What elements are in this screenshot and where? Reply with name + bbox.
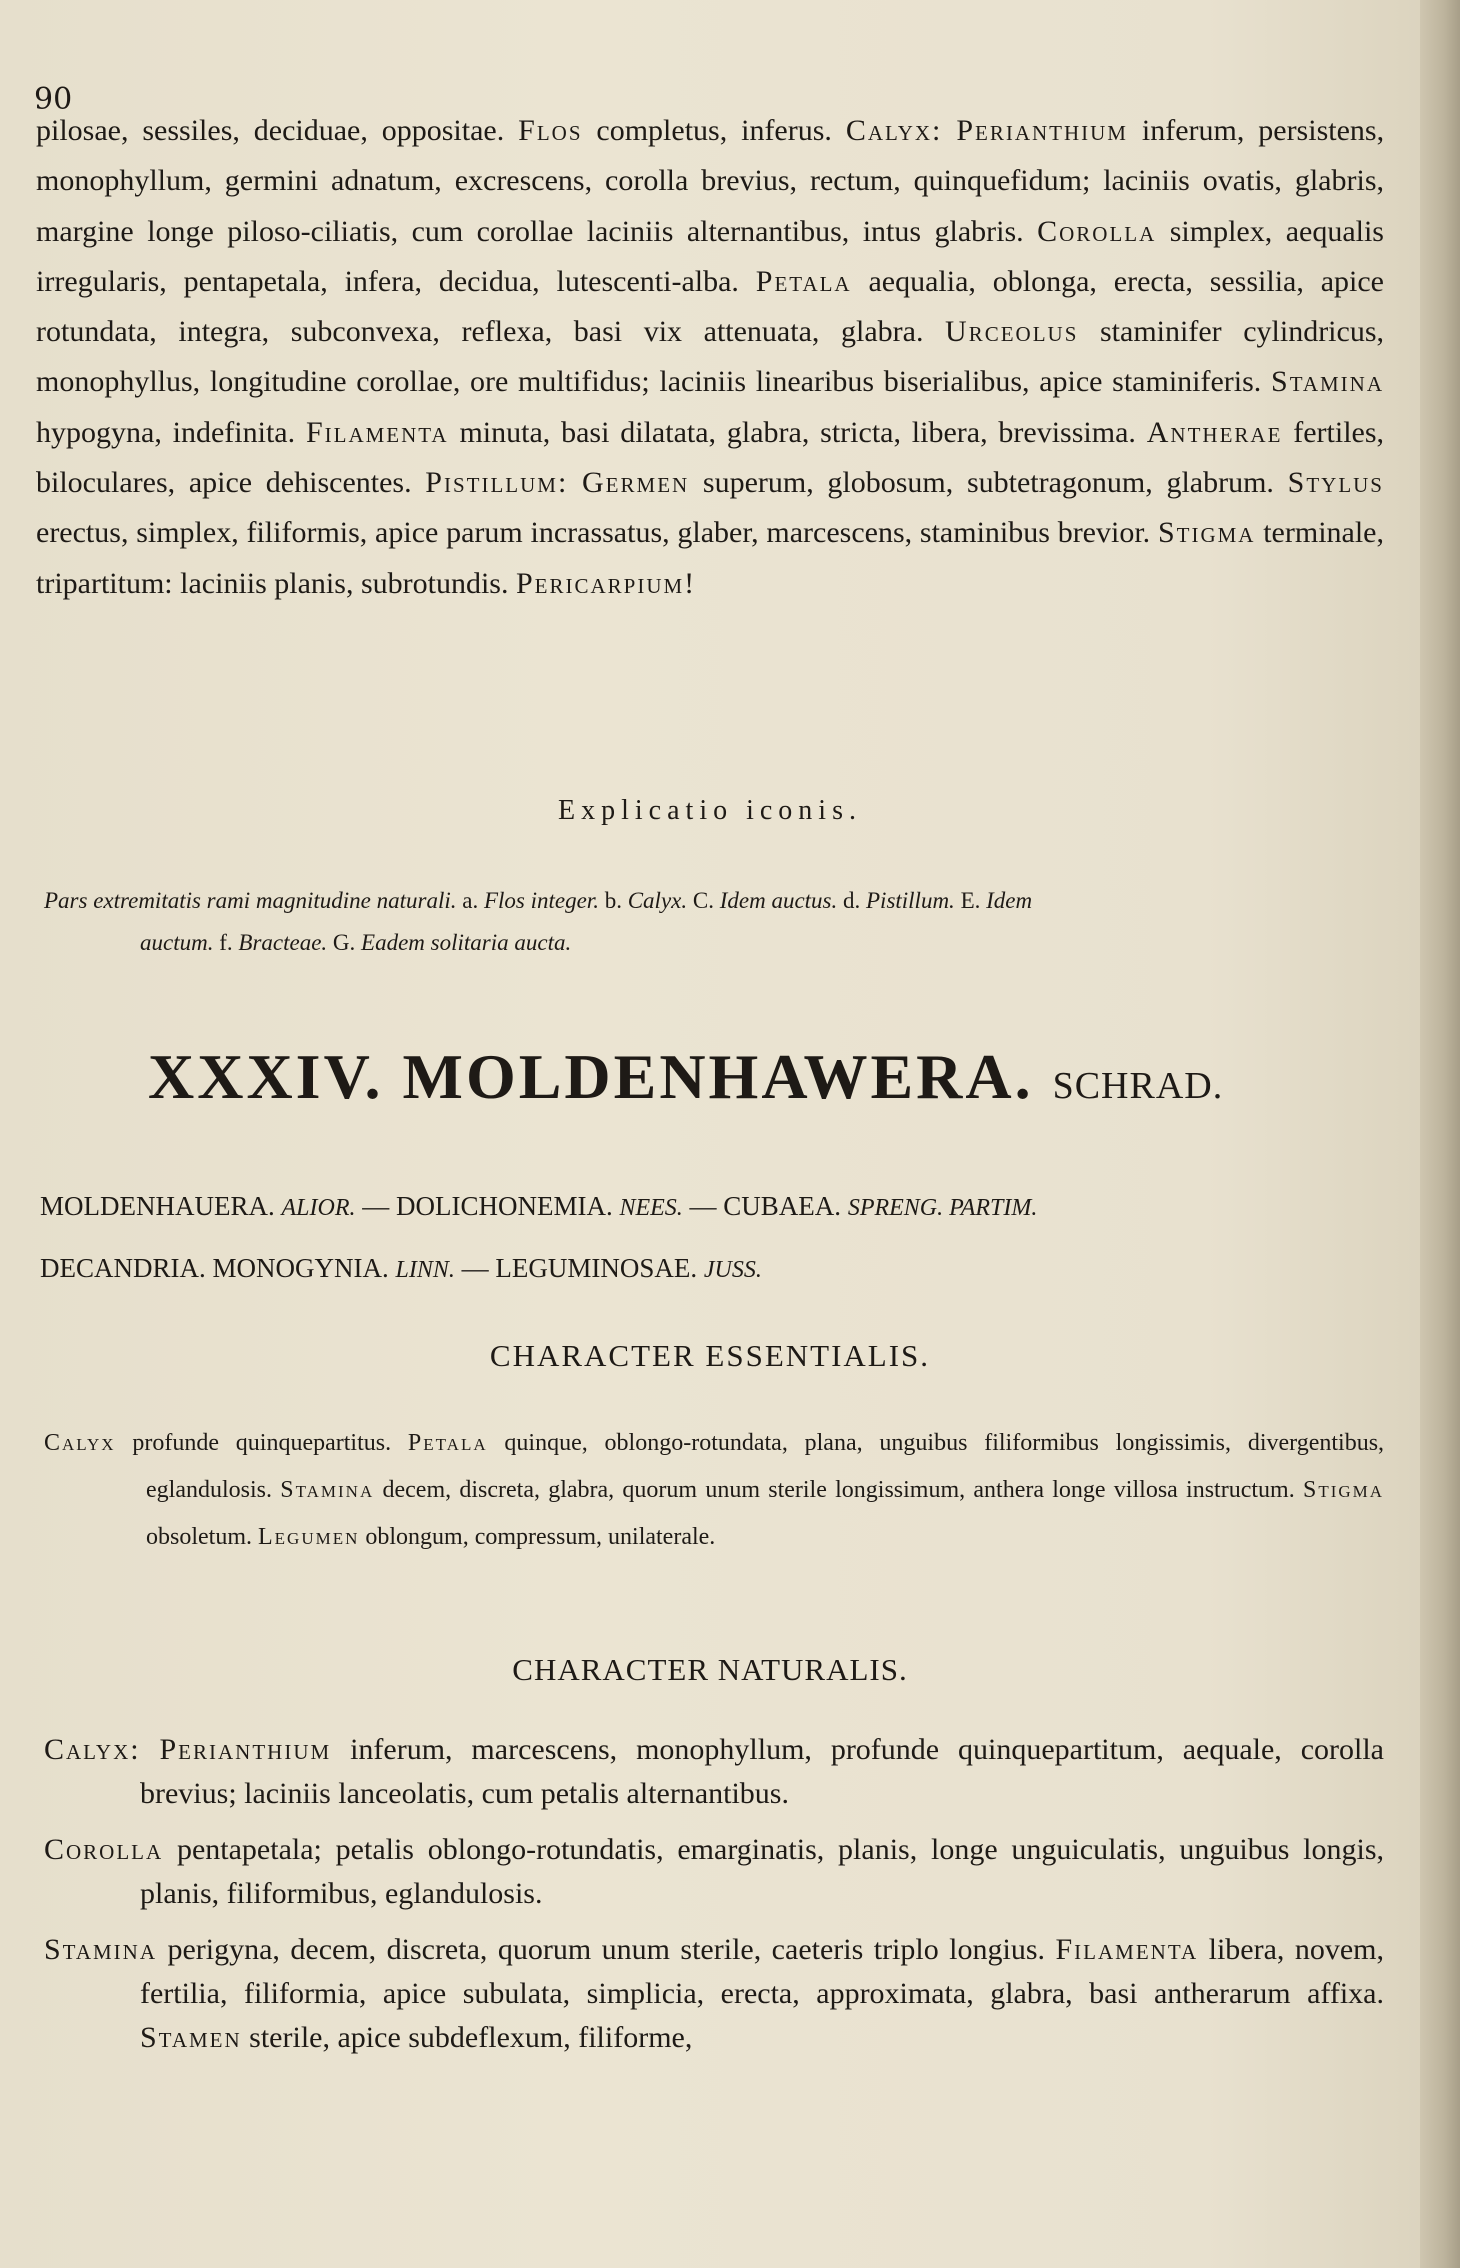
caption-text: Pistillum. [866,888,955,913]
synonym-author: SPRENG. PARTIM. [847,1195,1038,1221]
synonym-author: NEES. [619,1195,683,1221]
text: terminale, tripartitum: laciniis planis, subrotundis. [36,516,1384,600]
caption-key: d. [843,888,861,913]
term-flos: Flos [518,114,583,147]
text: superum, globosum, subtetragonum, glabrum. [702,466,1274,500]
character-essentialis-heading: CHARACTER ESSENTIALIS. [489,1338,931,1373]
term-pistillum: Pistillum: [425,466,569,500]
classification: DECANDRIA. MONOGYNIA. [40,1253,389,1283]
text: staminifer cylindricus, monophyllus, longitudine corollae, ore multifidus; laciniis linearibus biserialibus, apice staminiferis. [36,315,1385,399]
caption-text: Calyx. [627,888,688,913]
caption-text: Eadem solitaria aucta. [361,930,572,955]
text: fertiles, biloculares, apice dehiscentes. [36,415,1385,500]
term-stylus: Stylus [1287,466,1384,500]
term-stamina: Stamina [280,1477,375,1503]
term-pericarpium: Pericarpium! [515,566,697,600]
caption-key: E. [960,888,981,913]
text: inferum, marcescens, monophyllum, profunde quinquepartitum, aequale, corolla brevius; laciniis lanceolatis, cum petalis alternantibus. [140,1733,1385,1810]
text: pilosae, sessiles, deciduae, oppositae. [36,114,505,147]
classification-author: LINN. [395,1257,455,1283]
text: inferum, persistens, monophyllum, germini adnatum, excrescens, corolla brevius, rectum, quinquefidum; laciniis ovatis, glabris, margine longe piloso-ciliatis, cum corollae laciniis alternantibus, intus glabris. [36,114,1385,248]
caption-text: Pars extremitatis rami magnitudine naturali. [44,888,457,913]
text: profunde quinquepartitus. [132,1430,392,1456]
character-naturalis-heading: CHARACTER NATURALIS. [512,1652,908,1687]
character-naturalis-text [44,1728,1384,2072]
naturalis-stamina [44,1928,1384,2060]
term-calyx: Calyx [44,1430,116,1456]
term-stamina: Stamina [44,1933,157,1966]
text: quinque, oblongo-rotundata, plana, unguibus filiformibus longissimis, divergentibus, eglandulosis. [146,1430,1385,1503]
text: completus, inferus. [596,114,832,147]
caption-text: Bracteae. [238,930,328,955]
naturalis-corolla [44,1828,1384,1916]
caption-key: a. [462,888,479,913]
text: obsoletum. [146,1524,252,1550]
term-filamenta: Filamenta [1055,1933,1199,1966]
term-legumen: Legumen [258,1524,360,1550]
synonym-line-1 [40,1176,1380,1238]
text: oblongum, compressum, unilaterale. [365,1524,716,1550]
text: sterile, apice subdeflexum, filiforme, [249,2021,693,2054]
term-filamenta: Filamenta [305,415,449,449]
term-petala: Petala [407,1430,488,1456]
naturalis-calyx [44,1728,1384,1816]
text: libera, novem, fertilia, filiformia, apice subulata, simplicia, erecta, approximata, glabra, basi antherarum affixa. [140,1933,1385,2010]
term-perianthium: Perianthium [159,1733,332,1766]
synonym: — CUBAEA. [689,1191,842,1221]
page-edge [1420,0,1460,2268]
classification: — LEGUMINOSAE. [461,1253,698,1283]
continued-description [36,106,1384,609]
term-perianthium: Perianthium [956,114,1128,147]
term-calyx: Calyx: [44,1733,141,1766]
term-corolla: Corolla [1037,214,1157,248]
caption-key: b. [604,888,622,913]
text: hypogyna, indefinita. [36,415,296,449]
caption-line2 [44,922,571,964]
essentialis-paragraph [44,1420,1384,1561]
term-stamen: Stamen [140,2021,242,2054]
text: erectus, simplex, filiformis, apice parum incrassatus, glaber, marcescens, staminibus brevior. [36,516,1151,550]
text: perigyna, decem, discreta, quorum unum sterile, caeteris triplo longius. [167,1933,1046,1966]
genus-author: SCHRAD. [1052,1065,1224,1107]
explicatio-heading: Explicatio iconis. [558,795,862,826]
caption-text: Flos integer. [483,888,599,913]
term-petala: Petala [755,264,852,298]
caption-text: auctum. [140,930,214,955]
genus-title: XXXIV. MOLDENHAWERA. [148,1041,1034,1112]
caption-key: f. [219,930,233,955]
figure-caption [44,880,1384,964]
character-essentialis-text [44,1420,1384,1561]
text: decem, discreta, glabra, quorum unum sterile longissimum, anthera longe villosa instructum. [382,1477,1295,1503]
term-calyx: Calyx: [845,114,943,147]
term-stigma: Stigma [1302,1477,1385,1503]
synonym-line-2 [40,1238,1380,1300]
synonyms-block [40,1176,1380,1300]
synonym: MOLDENHAUERA. [40,1191,275,1221]
term-stigma: Stigma [1157,516,1256,550]
text: minuta, basi dilatata, glabra, stricta, libera, brevissima. [459,415,1136,449]
text: pentapetala; petalis oblongo-rotundatis, emarginatis, planis, longe unguiculatis, unguibus longis, planis, filiformibus, eglandulosis. [140,1833,1385,1910]
term-corolla: Corolla [44,1833,164,1866]
term-urceolus: Urceolus [945,315,1079,349]
term-germen: Germen [582,466,690,500]
synonym-author: ALIOR. [281,1195,356,1221]
caption-text: Idem auctus. [719,888,838,913]
genus-heading [148,1040,1223,1114]
classification-author: JUSS. [703,1257,762,1283]
text: simplex, aequalis irregularis, pentapetala, infera, decidua, lutescenti-alba. [36,214,1384,298]
caption-key: G. [332,930,356,955]
page-number: 90 [34,82,73,117]
caption-text: Idem [986,888,1033,913]
term-stamina: Stamina [1271,365,1385,399]
synonym: — DOLICHONEMIA. [362,1191,613,1221]
caption-key: C. [692,888,714,913]
text: aequalia, oblonga, erecta, sessilia, apice rotundata, integra, subconvexa, reflexa, basi vix attenuata, glabra. [36,264,1384,349]
term-antherae: Antherae [1146,415,1283,449]
